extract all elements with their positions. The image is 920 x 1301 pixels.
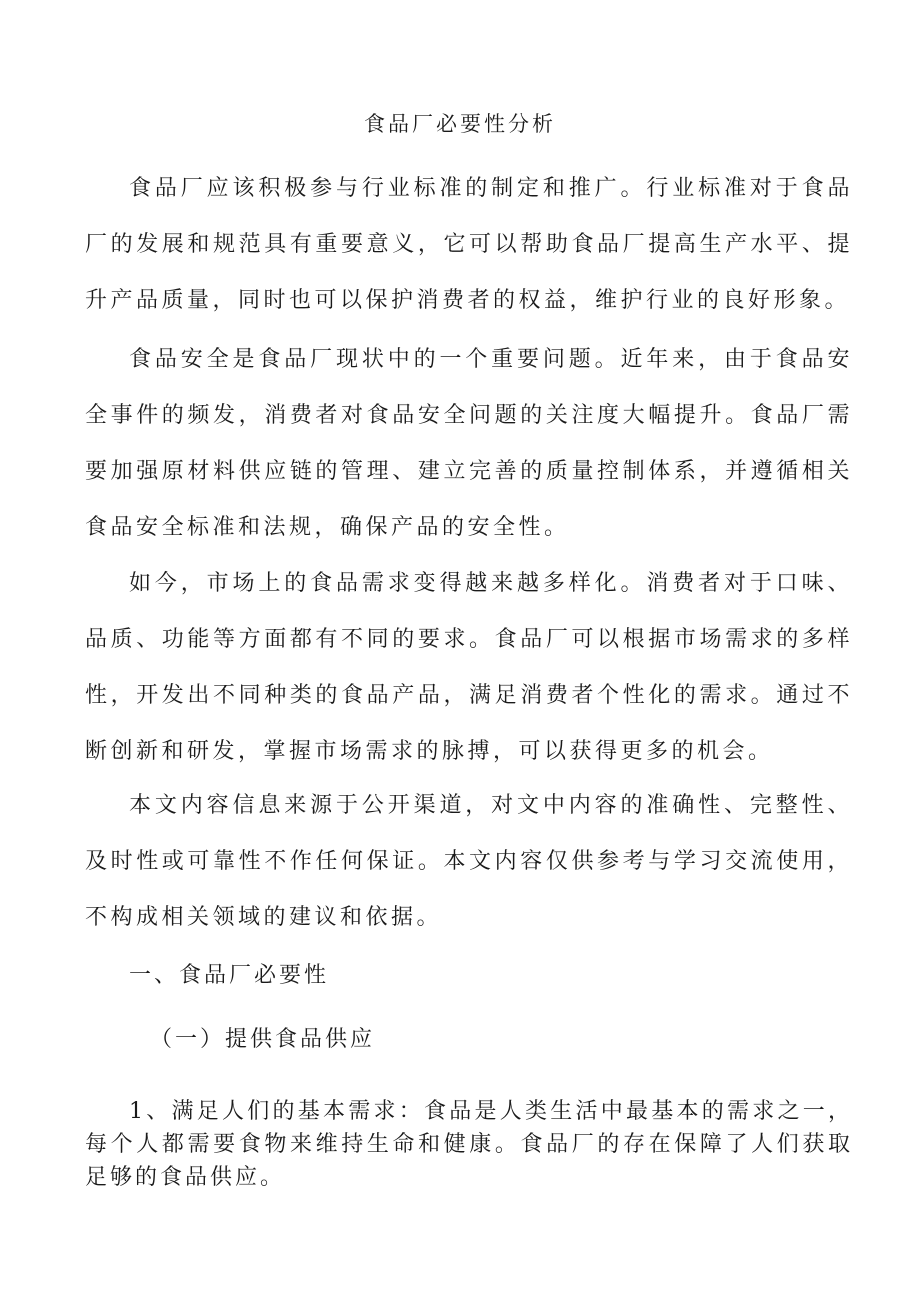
document-title: 食品厂必要性分析: [364, 112, 556, 136]
paragraph-food-safety: 食品安全是食品厂现状中的一个重要问题。近年来，由于食品安全事件的频发，消费者对食品安全问题的关注度大幅提升。食品厂需要加强原材料供应链的管理、建立完善的质量控制体系，并遵循相关食品安全标准和法规，确保产品的安全性。: [85, 347, 853, 540]
paragraph-industry-standards: 食品厂应该积极参与行业标准的制定和推广。行业标准对于食品厂的发展和规范具有重要意义，它可以帮助食品厂提高生产水平、提升产品质量，同时也可以保护消费者的权益，维护行业的良好形象。: [85, 176, 853, 313]
paragraph-market-diversity: 如今，市场上的食品需求变得越来越多样化。消费者对于口味、品质、功能等方面都有不同的要求。食品厂可以根据市场需求的多样性，开发出不同种类的食品产品，满足消费者个性化的需求。通过不断创新和研发，掌握市场需求的脉搏，可以获得更多的机会。: [85, 571, 853, 764]
subsection-heading: （一）提供食品供应: [150, 1027, 376, 1052]
list-item-basic-needs: 1、满足人们的基本需求：食品是人类生活中最基本的需求之一，每个人都需要食物来维持生命和健康。食品厂的存在保障了人们获取足够的食品供应。: [85, 1099, 853, 1190]
section-heading: 一、食品厂必要性: [129, 963, 330, 988]
paragraph-disclaimer: 本文内容信息来源于公开渠道，对文中内容的准确性、完整性、及时性或可靠性不作任何保证。本文内容仅供参考与学习交流使用，不构成相关领域的建议和依据。: [85, 793, 853, 930]
